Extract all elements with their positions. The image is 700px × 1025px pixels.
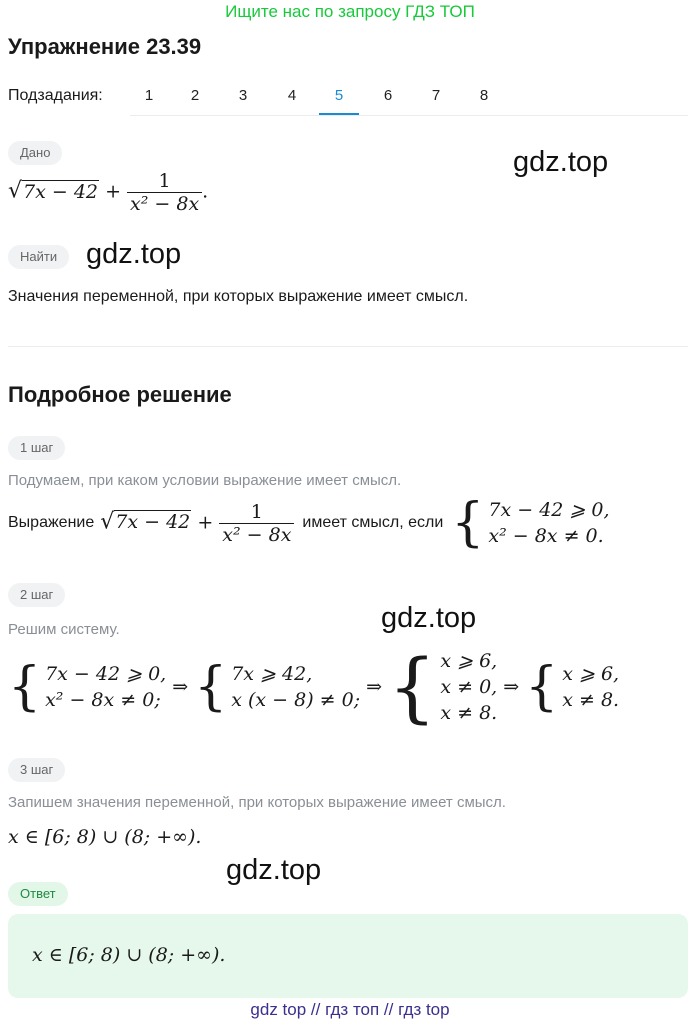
- step3-hint: Запишем значения переменной, при которых выражение имеет смысл.: [8, 794, 506, 811]
- watermark: gdz.top: [86, 238, 182, 270]
- step2-system-2: { 7x ⩾ 42, x (x − 8) ≠ 0;: [194, 657, 361, 717]
- step2-hint: Решим систему.: [8, 621, 120, 638]
- watermark: gdz.top: [381, 602, 477, 634]
- step1-sqrt: 7x − 42: [115, 511, 191, 533]
- promo-banner: Ищите нас по запросу ГДЗ ТОП: [225, 2, 475, 21]
- watermark: gdz.top: [226, 854, 322, 886]
- step2-system-line: 7x ⩾ 42,: [231, 663, 313, 685]
- step1-system: { 7x − 42 ⩾ 0, x² − 8x ≠ 0.: [451, 493, 610, 553]
- step3-result: x ∈ [6; 8) ∪ (8; +∞).: [8, 826, 202, 848]
- step1-system-line: x² − 8x ≠ 0.: [488, 525, 604, 547]
- step2-system-line: x ⩾ 6,: [440, 650, 498, 672]
- given-end: .: [202, 180, 209, 203]
- step1-prefix: Выражение: [8, 514, 95, 531]
- implies-arrow: ⇒: [172, 676, 189, 698]
- step2-system-line: x ≠ 8.: [562, 689, 620, 711]
- tab-subtask-6[interactable]: 6: [383, 87, 393, 104]
- tab-subtask-8[interactable]: 8: [479, 87, 489, 104]
- given-pill: Дано: [8, 141, 62, 165]
- step1-hint: Подумаем, при каком условии выражение имеет смысл.: [8, 472, 402, 489]
- step1-row: Выражение √7x − 42 + $\frac{1}{\text{x² − 8x}}$ имеет смысл, если { 7x − 42 ⩾ 0, x² − 8x ≠ 0.: [8, 493, 610, 553]
- step2-system-line: x ≠ 8.: [440, 702, 498, 724]
- step1-middle: имеет смысл, если: [302, 514, 444, 531]
- tab-subtask-7[interactable]: 7: [431, 87, 441, 104]
- section-divider: [8, 346, 688, 347]
- tabs-divider: [130, 115, 688, 116]
- step2-system-1: { 7x − 42 ⩾ 0, x² − 8x ≠ 0;: [8, 657, 167, 717]
- step1-denominator: x² − 8x: [219, 523, 294, 546]
- step1-plus: +: [197, 511, 214, 533]
- given-numerator: 1: [158, 170, 171, 192]
- tab-subtask-1[interactable]: 1: [144, 87, 154, 104]
- given-sqrt: 7x − 42: [23, 180, 99, 203]
- step1-numerator: 1: [250, 500, 263, 523]
- tab-subtask-4[interactable]: 4: [287, 87, 297, 104]
- answer-value: x ∈ [6; 8) ∪ (8; +∞).: [32, 944, 226, 966]
- watermark: gdz.top: [513, 146, 609, 178]
- implies-arrow: ⇒: [366, 676, 383, 698]
- subtasks-label: Подзадания:: [8, 87, 103, 104]
- footer-links: gdz top // гдз топ // гдз top: [250, 1000, 450, 1019]
- tab-subtask-3[interactable]: 3: [238, 87, 248, 104]
- step2-system-3: { x ⩾ 6, x ≠ 0, x ≠ 8.: [388, 642, 498, 731]
- step2-system-line: x ≠ 0,: [440, 676, 498, 698]
- step2-pill: 2 шаг: [8, 583, 65, 607]
- step2-system-line: x² − 8x ≠ 0;: [45, 689, 161, 711]
- step1-system-line: 7x − 42 ⩾ 0,: [488, 499, 610, 521]
- tab-subtask-2[interactable]: 2: [190, 87, 200, 104]
- step2-chain: [8, 642, 620, 731]
- answer-pill: Ответ: [8, 882, 68, 906]
- step2-system-line: 7x − 42 ⩾ 0,: [45, 663, 167, 685]
- given-plus: +: [105, 180, 121, 203]
- tab-subtask-5[interactable]: 5: [334, 87, 344, 104]
- implies-arrow: ⇒: [503, 676, 520, 698]
- find-text: Значения переменной, при которых выражение имеет смысл.: [8, 288, 469, 305]
- active-tab-indicator: [319, 113, 359, 115]
- step1-pill: 1 шаг: [8, 436, 65, 460]
- find-pill: Найти: [8, 245, 69, 269]
- step2-system-line: x ⩾ 6,: [562, 663, 620, 685]
- solution-heading: Подробное решение: [8, 382, 232, 407]
- given-denominator: x² − 8x: [127, 192, 202, 215]
- step3-pill: 3 шаг: [8, 758, 65, 782]
- step2-system-line: x (x − 8) ≠ 0;: [231, 689, 361, 711]
- page-title: Упражнение 23.39: [8, 34, 202, 59]
- step2-system-4: { x ⩾ 6, x ≠ 8.: [525, 657, 620, 717]
- given-expression: √7x − 42 + $\frac{1}{\text{x² − 8x}}$ .: [8, 170, 209, 215]
